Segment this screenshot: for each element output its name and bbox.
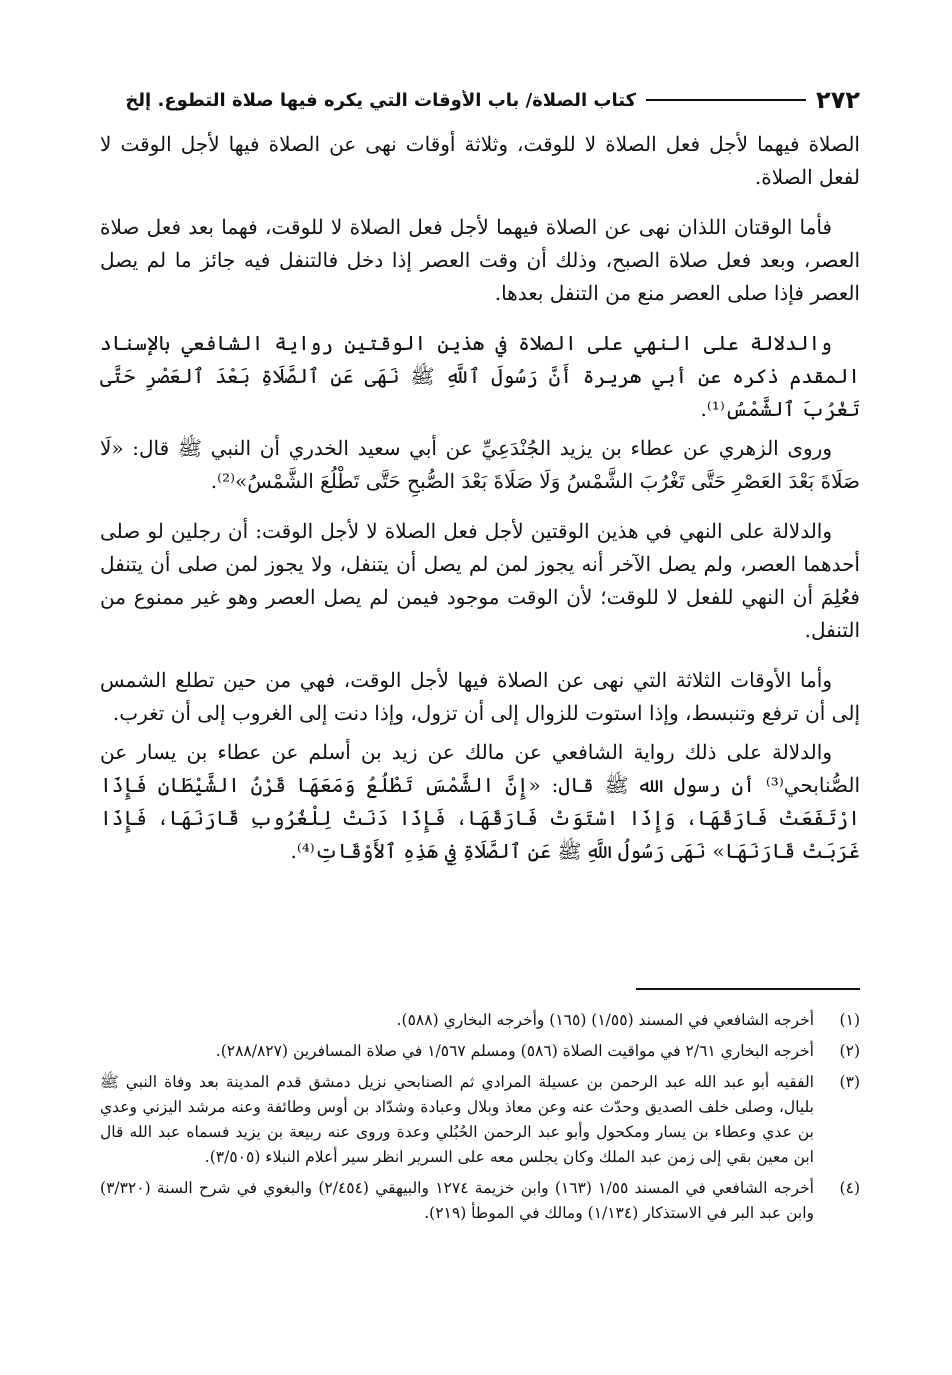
- footnote-separator: [636, 988, 860, 990]
- footnotes: [100, 1008, 860, 1232]
- page-number: ٢٧٢: [816, 86, 860, 114]
- footnote-text: أخرجه البخاري ٢/٦١ في مواقيت الصلاة (٥٨٦) ومسلم ١/٥٦٧ في صلاة المسافرين (٢٨٨/٨٢٧).: [215, 1042, 814, 1060]
- footnote-2: [100, 1039, 860, 1064]
- running-header: [100, 82, 860, 118]
- footnote-number: (١): [839, 1011, 860, 1029]
- paragraph-4: وروى الزهري عن عطاء بن يزيد الجُنْدَعِيِّ عن أبي سعيد الخدري أن النبي ﷺ قال: «لَا صَلَاةَ بَعْدَ العَصْرِ حَتَّى تَغْرُبَ الشَّمْسُ وَلَا صَلَاةَ بَعْدَ الصُّبحِ حَتَّى تَطْلُعَ الشَّمْسُ»⁽²⁾.: [100, 436, 860, 493]
- main-text: [100, 128, 860, 885]
- paragraph-2: فأما الوقتان اللذان نهى عن الصلاة فيهما لأجل فعل الصلاة لا للوقت، فهما بعد فعل صلاة العصر، وبعد فعل صلاة الصبح، وذلك أن وقت العصر إذا دخل فالتنفل فيه جائز ما لم يصل العصر فإذا صلى العصر منع من التنفل بعدها.: [100, 215, 860, 305]
- footnote-number: (٢): [839, 1042, 860, 1060]
- paragraph-3: والدلالة على النهي على الصلاة في هذين الوقتين رواية الشافعي بالإسناد المقدم ذكره عن أبي هريرة أَنَّ رَسُولَ ٱللَّهِ ﷺ نَهَى عَنِ ٱلصَّلَاةِ بَعْدَ ٱلعَصْرِ حَتَّى تَغْرُبَ ٱلشَّمْسُ⁽¹⁾.: [100, 331, 860, 421]
- footnote-text: أخرجه الشافعي في المسند ١/٥٥ (١٦٣) وابن خزيمة ١٢٧٤ والبيهقي (٢/٤٥٤) والبغوي في شرح السنة (٣/٣٢٠) وابن عبد البر في الاستذكار (١/١٣٤) ومالك في الموطأ (٢١٩).: [100, 1179, 814, 1222]
- footnote-number: (٤): [839, 1179, 860, 1197]
- paragraph-6: وأما الأوقات الثلاثة التي نهى عن الصلاة فيها لأجل الوقت، فهي من حين تطلع الشمس إلى أن ترفع وتنبسط، وإذا استوت للزوال إلى أن تزول، وإذا دنت إلى الغروب إلى أن تغرب.: [100, 668, 860, 725]
- paragraph-1: الصلاة فيهما لأجل فعل الصلاة لا للوقت، وثلاثة أوقات نهى عن الصلاة فيها لأجل الوقت لا لفعل الصلاة.: [100, 132, 860, 189]
- footnote-4: [100, 1176, 860, 1226]
- footnote-3: [100, 1070, 860, 1170]
- footnote-number: (٣): [839, 1073, 860, 1091]
- footnote-text: أخرجه الشافعي في المسند (١/٥٥) (١٦٥) وأخرجه البخاري (٥٨٨).: [396, 1011, 814, 1029]
- paragraph-5: والدلالة على النهي في هذين الوقتين لأجل فعل الصلاة لا لأجل الوقت: أن رجلين لو صلى أحدهما العصر، ولم يصل الآخر أنه يجوز لمن لم يصل أن يتنفل، ولا يجوز لمن صلى أن يتنفل فعُلِمَ أن النهي للفعل لا للوقت؛ لأن الوقت موجود فيمن لم يصل العصر وهو غير ممنوع من التنفل.: [100, 519, 860, 642]
- footnote-text: الفقيه أبو عبد الله عبد الرحمن بن عسيلة المرادي ثم الصنابحي نزيل دمشق قدم المدينة بعد وفاة النبي ﷺ بليال، وصلى خلف الصديق وحدّث عنه وعن معاذ وبلال وعبادة وشدّاد بن أوس وطائفة وعنه مرشد اليزني وعدي بن عدي وعطاء بن يسار ومكحول وأبو عبد الرحمن الحُبُلي وعدة وروى عنه ربيعة بن يزيد فسماه عبد الله قال ابن معين بقي إلى زمن عبد الملك وكان يجلس معه على السرير انظر سير أعلام النبلاء (٣/٥٠٥).: [100, 1073, 814, 1166]
- paragraph-7: والدلالة على ذلك رواية الشافعي عن مالك عن زيد بن أسلم عن عطاء بن يسار عن الصُّنابحي⁽³⁾ أن رسول الله ﷺ قال: «إِنَّ الشَّمْسَ تَطْلُعُ وَمَعَهَا قَرْنُ الشَّيْطَانِ فَإِذَا ارْتَفَعَتْ فَارَقَهَا، وَإِذَا اسْتَوَتْ فَارَقَهَا، فَإِذَا دَنَتْ لِلْغُرُوبِ قَارَنَهَا، فَإِذَا غَرَبَتْ قَارَنَهَا» نَهَى رَسُولُ اللَّهِ ﷺ عَنِ ٱلصَّلَاةِ فِي هَذِهِ ٱلأَوْقَاتِ⁽⁴⁾.: [100, 740, 860, 863]
- running-title: كتاب الصلاة/ باب الأوقات التي يكره فيها صلاة التطوع. إلخ: [125, 89, 637, 111]
- header-rule: [646, 99, 806, 101]
- footnote-1: [100, 1008, 860, 1033]
